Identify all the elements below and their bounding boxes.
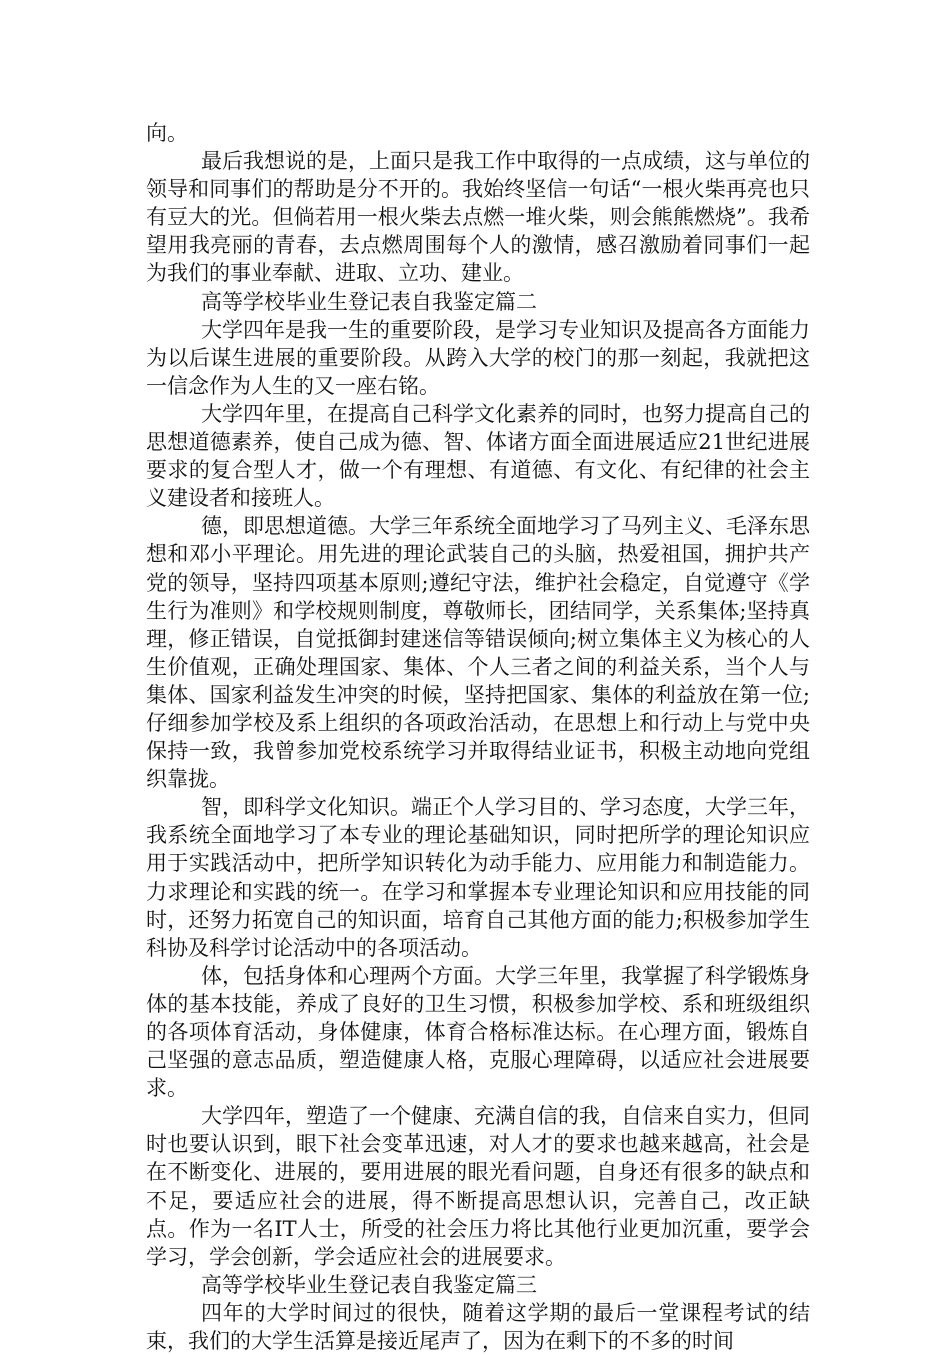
paragraph-university-stage: 大学四年是我一生的重要阶段，是学习专业知识及提高各方面能力为以后谋生进展的重要阶段。从跨入大学的校门的那一刻起，我就把这一信念作为人生的又一座右铭。 (146, 317, 810, 398)
paragraph-closing-remarks: 最后我想说的是，上面只是我工作中取得的一点成绩，这与单位的领导和同事们的帮助是分不开的。我始终坚信一句话“一根火柴再亮也只有豆大的光。但倘若用一根火柴去点燃一堆火柴，则会熊熊燃烧”。我希望用我亮丽的青春，去点燃周围每个人的激情，感召激励着同事们一起为我们的事业奉献、进取、立功、建业。 (146, 149, 810, 286)
paragraph-final-exam: 四年的大学时间过的很快，随着这学期的最后一堂课程考试的结束，我们的大学生活算是接近尾声了，因为在剩下的不多的时间 (146, 1300, 810, 1354)
paragraph-confidence: 大学四年，塑造了一个健康、充满自信的我，自信来自实力，但同时也要认识到，眼下社会变革迅速，对人才的要求也越来越高，社会是在不断变化、进展的，要用进展的眼光看问题，自身还有很多的缺点和不足，要适应社会的进展，得不断提高思想认识，完善自己，改正缺点。作为一名IT人士，所受的社会压力将比其他行业更加沉重，要学会学习，学会创新，学会适应社会的进展要求。 (146, 1104, 810, 1269)
section-heading-part-three: 高等学校毕业生登记表自我鉴定篇三 (201, 1272, 537, 1297)
section-heading-part-two: 高等学校毕业生登记表自我鉴定篇二 (201, 289, 537, 314)
paragraph-continuation: 向。 (146, 121, 188, 145)
paragraph-physical: 体，包括身体和心理两个方面。大学三年里，我掌握了科学锻炼身体的基本技能，养成了良好的卫生习惯，积极参加学校、系和班级组织的各项体育活动，身体健康，体育合格标准达标。在心理方面，锻炼自己坚强的意志品质，塑造健康人格，克服心理障碍，以适应社会进展要求。 (146, 963, 810, 1101)
document-body (146, 119, 810, 1355)
paragraph-four-years: 大学四年里，在提高自己科学文化素养的同时，也努力提高自己的思想道德素养，使自己成为德、智、体诸方面全面进展适应21世纪进展要求的复合型人才，做一个有理想、有道德、有文化、有纪律的社会主义建设者和接班人。 (146, 401, 810, 511)
paragraph-morality: 德，即思想道德。大学三年系统全面地学习了马列主义、毛泽东思想和邓小平理论。用先进的理论武装自己的头脑，热爱祖国，拥护共产党的领导，坚持四项基本原则;遵纪守法，维护社会稳定，自觉遵守《学生行为准则》和学校规则制度，尊敬师长，团结同学，关系集体;坚持真理，修正错误，自觉抵御封建迷信等错误倾向;树立集体主义为核心的人生价值观，正确处理国家、集体、个人三者之间的利益关系，当个人与集体、国家利益发生冲突的时候，坚持把国家、集体的利益放在第一位;仔细参加学校及系上组织的各项政治活动，在思想上和行动上与党中央保持一致，我曾参加党校系统学习并取得结业证书，积极主动地向党组织靠拢。 (146, 514, 810, 792)
paragraph-knowledge: 智，即科学文化知识。端正个人学习目的、学习态度，大学三年，我系统全面地学习了本专业的理论基础知识，同时把所学的理论知识应用于实践活动中，把所学知识转化为动手能力、应用能力和制造能力。力求理论和实践的统一。在学习和掌握本专业理论知识和应用技能的同时，还努力拓宽自己的知识面，培育自己其他方面的能力;积极参加学生科协及科学讨论活动中的各项活动。 (146, 795, 810, 960)
